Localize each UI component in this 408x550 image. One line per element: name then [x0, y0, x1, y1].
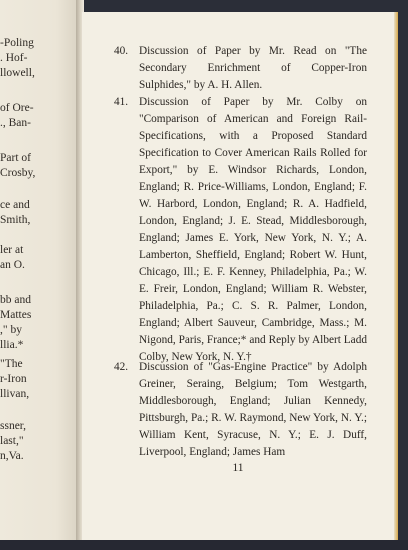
left-margin-text: n,Va. — [0, 450, 24, 462]
left-margin-text: ssner, — [0, 420, 27, 432]
left-margin-text: of Ore- — [0, 102, 34, 114]
left-margin-text: ler at — [0, 244, 24, 256]
left-margin-text: r-Iron — [0, 373, 27, 385]
left-margin-text: llivan, — [0, 388, 30, 400]
entry-number: 41. — [114, 96, 129, 108]
entry-text: Discussion of Paper by Mr. Colby on "Comparison of American and Foreign Rail-Specifications, with a Proposed Standard Specification to Cover American Rails Rolled for Export," by E. Windsor Richards, London, England; R. Price-Williams, London, England; F. W. Harbord, London, England; R. A. Hadfield, London, England; J. E. Stead, Middlesborough, England; James E. York, New York, N. Y.; A. Lamberton, Sheffield, England; Robert W. Hunt, Chicago, Ill.; E. F. Kenney, Philadelphia, Pa.; W. E. Freir, London, England; William R. Webster, Philadelphia, Pa.; C. S. R. Palmer, London, England; Albert Sauveur, Cambridge, Mass.; M. Nigond, Paris, France;* and Reply by Albert Ladd Colby, New York, N. Y.† — [139, 96, 367, 363]
left-margin-text: llia.* — [0, 339, 24, 351]
left-margin-text: llowell, — [0, 67, 35, 79]
entry-text: Discussion of Paper by Mr. Read on "The Secondary Enrichment of Copper-Iron Sulphides," by A. H. Allen. — [139, 45, 367, 91]
left-margin-text: "The — [0, 358, 23, 370]
left-margin-text: . Hof- — [0, 52, 28, 64]
left-margin-text: bb and — [0, 294, 31, 306]
page-edge — [394, 12, 398, 540]
entry-number: 42. — [114, 361, 129, 373]
entry-number: 40. — [114, 45, 129, 57]
left-margin-text: an O. — [0, 259, 25, 271]
left-margin-text: Mattes — [0, 309, 32, 321]
background-strip — [0, 540, 408, 550]
left-page — [0, 0, 80, 550]
left-margin-text: ., Ban- — [0, 117, 31, 129]
entry-text: Discussion of "Gas-Engine Practice" by Adolph Greiner, Seraing, Belgium; Tom Westgarth, Middlesborough, England; Julian Kennedy, Pittsburgh, Pa.; R. W. Raymond, New York, N. Y.; William Kent, Syracuse, N. Y.; E. J. Duff, Liverpool, England; James Ham — [139, 361, 367, 458]
left-margin-text: last," — [0, 435, 24, 447]
page-number: 11 — [232, 462, 244, 474]
left-margin-text: Smith, — [0, 214, 31, 226]
right-page — [82, 12, 394, 540]
left-margin-text: Crosby, — [0, 167, 36, 179]
left-margin-text: -Poling — [0, 37, 34, 49]
left-margin-text: ce and — [0, 199, 30, 211]
left-margin-text: ," by — [0, 324, 22, 336]
left-margin-text: Part of — [0, 152, 31, 164]
